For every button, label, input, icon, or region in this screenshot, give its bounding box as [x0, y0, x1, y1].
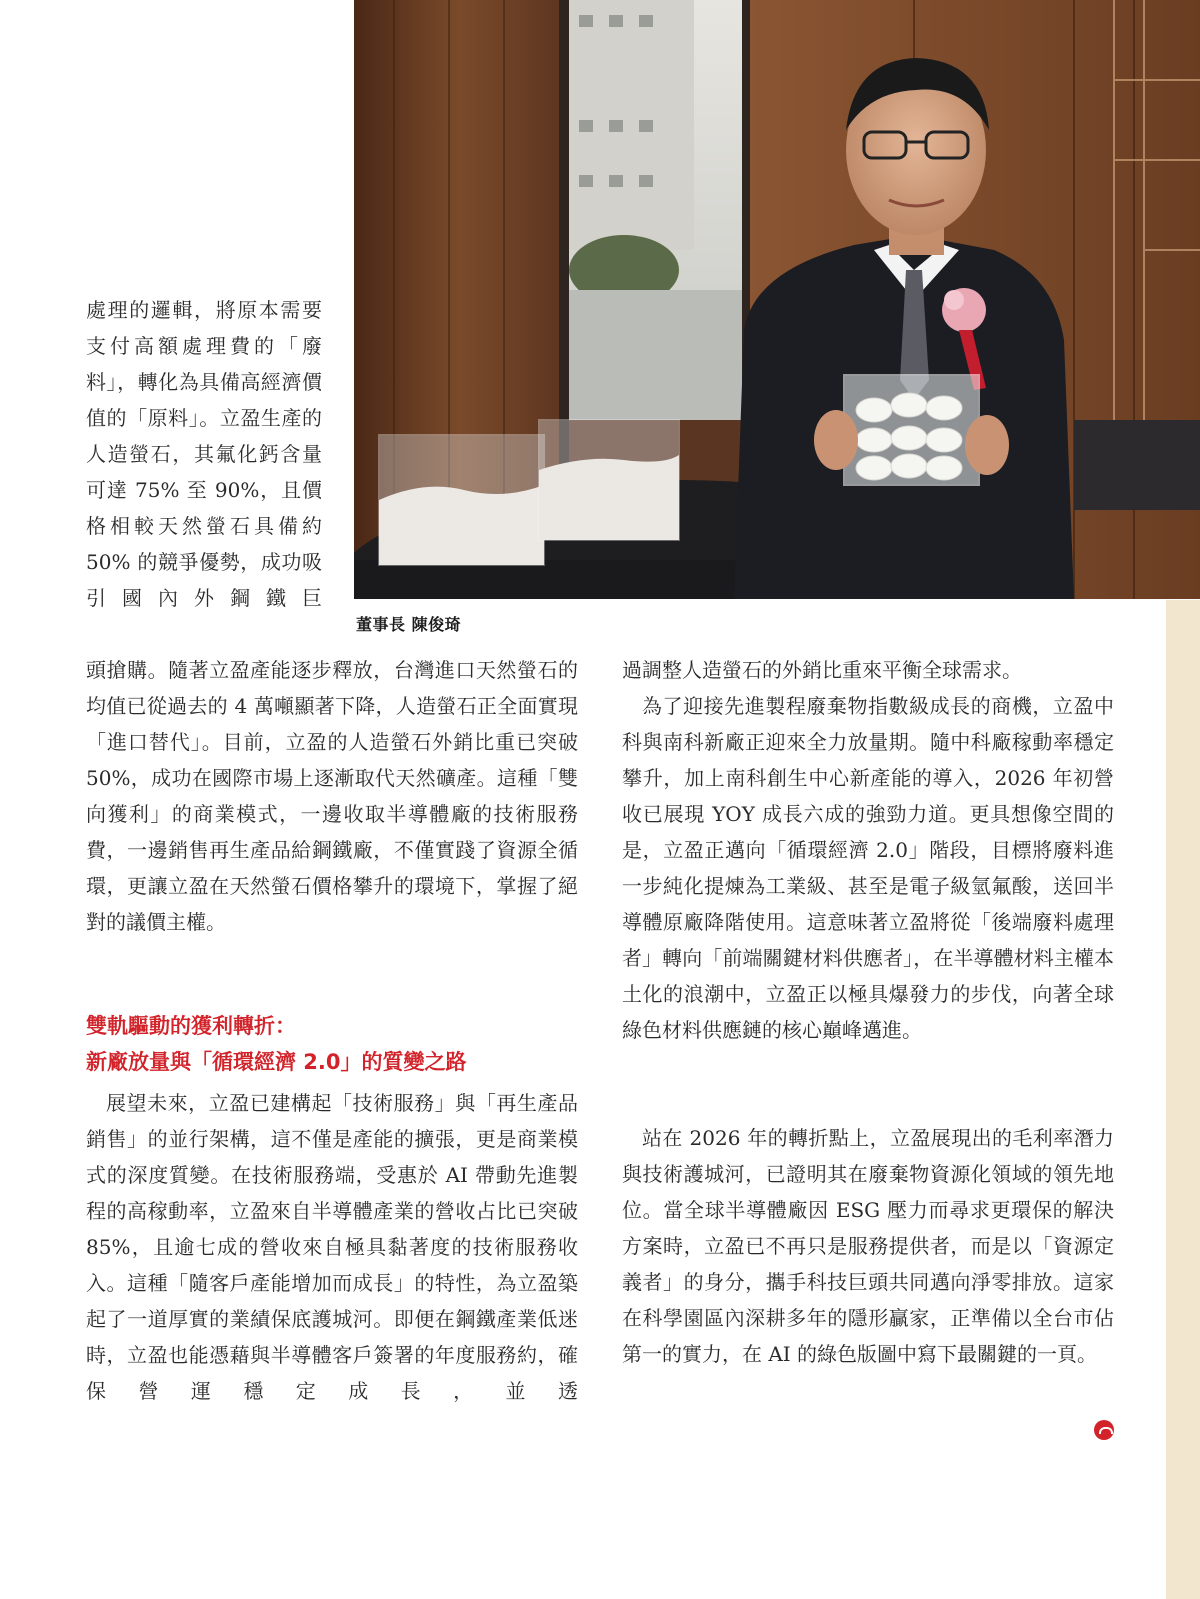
- right-paragraph-1: 過調整人造螢石的外銷比重來平衡全球需求。: [622, 658, 1022, 682]
- section-heading: [86, 1008, 578, 1080]
- photo-illustration: [354, 0, 1200, 599]
- right-paragraph-2: 為了迎接先進製程廢棄物指數級成長的商機，立盈中科與南科新廠正迎來全力放量期。隨中科廠稼動率穩定攀升，加上南科創生中心新產能的導入，2026 年初營收已展現 YOY 成長六成的強勁力道。更具想像空間的是，立盈正邁向「循環經濟 2.0」階段，目標將廢料進一步純化提煉為工業級、甚至是電子級氫氟酸，送回半導體原廠降階使用。這意味著立盈將從「後端廢料處理者」轉向「前端關鍵材料供應者」，在半導體材料主權本土化的浪潮中，立盈正以極具爆發力的步伐，向著全球綠色材料供應鏈的核心巔峰邁進。: [622, 694, 1114, 1042]
- article-photo: [354, 0, 1200, 599]
- wrap-paragraph: 處理的邏輯，將原本需要支付高額處理費的「廢料」，轉化為具備高經濟價值的「原料」。立盈生產的人造螢石，其氟化鈣含量可達 75% 至 90%，且價格相較天然螢石具備約 50% 的競爭優勢，成功吸引國內外鋼鐵巨: [86, 298, 322, 610]
- left-paragraph-1: 頭搶購。隨著立盈產能逐步釋放，台灣進口天然螢石的均值已從過去的 4 萬噸顯著下降，人造螢石正全面實現「進口替代」。目前，立盈的人造螢石外銷比重已突破 50%，成功在國際市場上逐漸取代天然礦產。這種「雙向獲利」的商業模式，一邊收取半導體廠的技術服務費，一邊銷售再生產品給鋼鐵廠，不僅實踐了資源全循環，更讓立盈在天然螢石價格攀升的環境下，掌握了絕對的議價主權。: [86, 658, 578, 934]
- section-heading-line-1: 雙軌驅動的獲利轉折：: [86, 1014, 296, 1038]
- section-heading-line-2: 新廠放量與「循環經濟 2.0」的質變之路: [86, 1050, 467, 1074]
- right-paragraph-3: 站在 2026 年的轉折點上，立盈展現出的毛利率潛力與技術護城河，已證明其在廢棄物資源化領域的領先地位。當全球半導體廠因 ESG 壓力而尋求更環保的解決方案時，立盈已不再只是服務提供者，而是以「資源定義者」的身分，攜手科技巨頭共同邁向淨零排放。這家在科學園區內深耕多年的隱形贏家，正準備以全台市佔第一的實力，在 AI 的綠色版圖中寫下最關鍵的一頁。: [622, 1126, 1114, 1366]
- page-edge-strip: [1166, 600, 1200, 1599]
- left-paragraph-2: 展望未來，立盈已建構起「技術服務」與「再生產品銷售」的並行架構，這不僅是產能的擴張，更是商業模式的深度質變。在技術服務端，受惠於 AI 帶動先進製程的高稼動率，立盈來自半導體產業的營收占比已突破 85%，且逾七成的營收來自極具黏著度的技術服務收入。這種「隨客戶產能增加而成長」的特性，為立盈築起了一道厚實的業績保底護城河。即便在鋼鐵產業低迷時，立盈也能憑藉與半導體客戶簽署的年度服務約，確保營運穩定成長，並透: [86, 1091, 578, 1403]
- article-end-icon: [1094, 1420, 1114, 1440]
- photo-caption: 董事長 陳俊琦: [356, 615, 462, 634]
